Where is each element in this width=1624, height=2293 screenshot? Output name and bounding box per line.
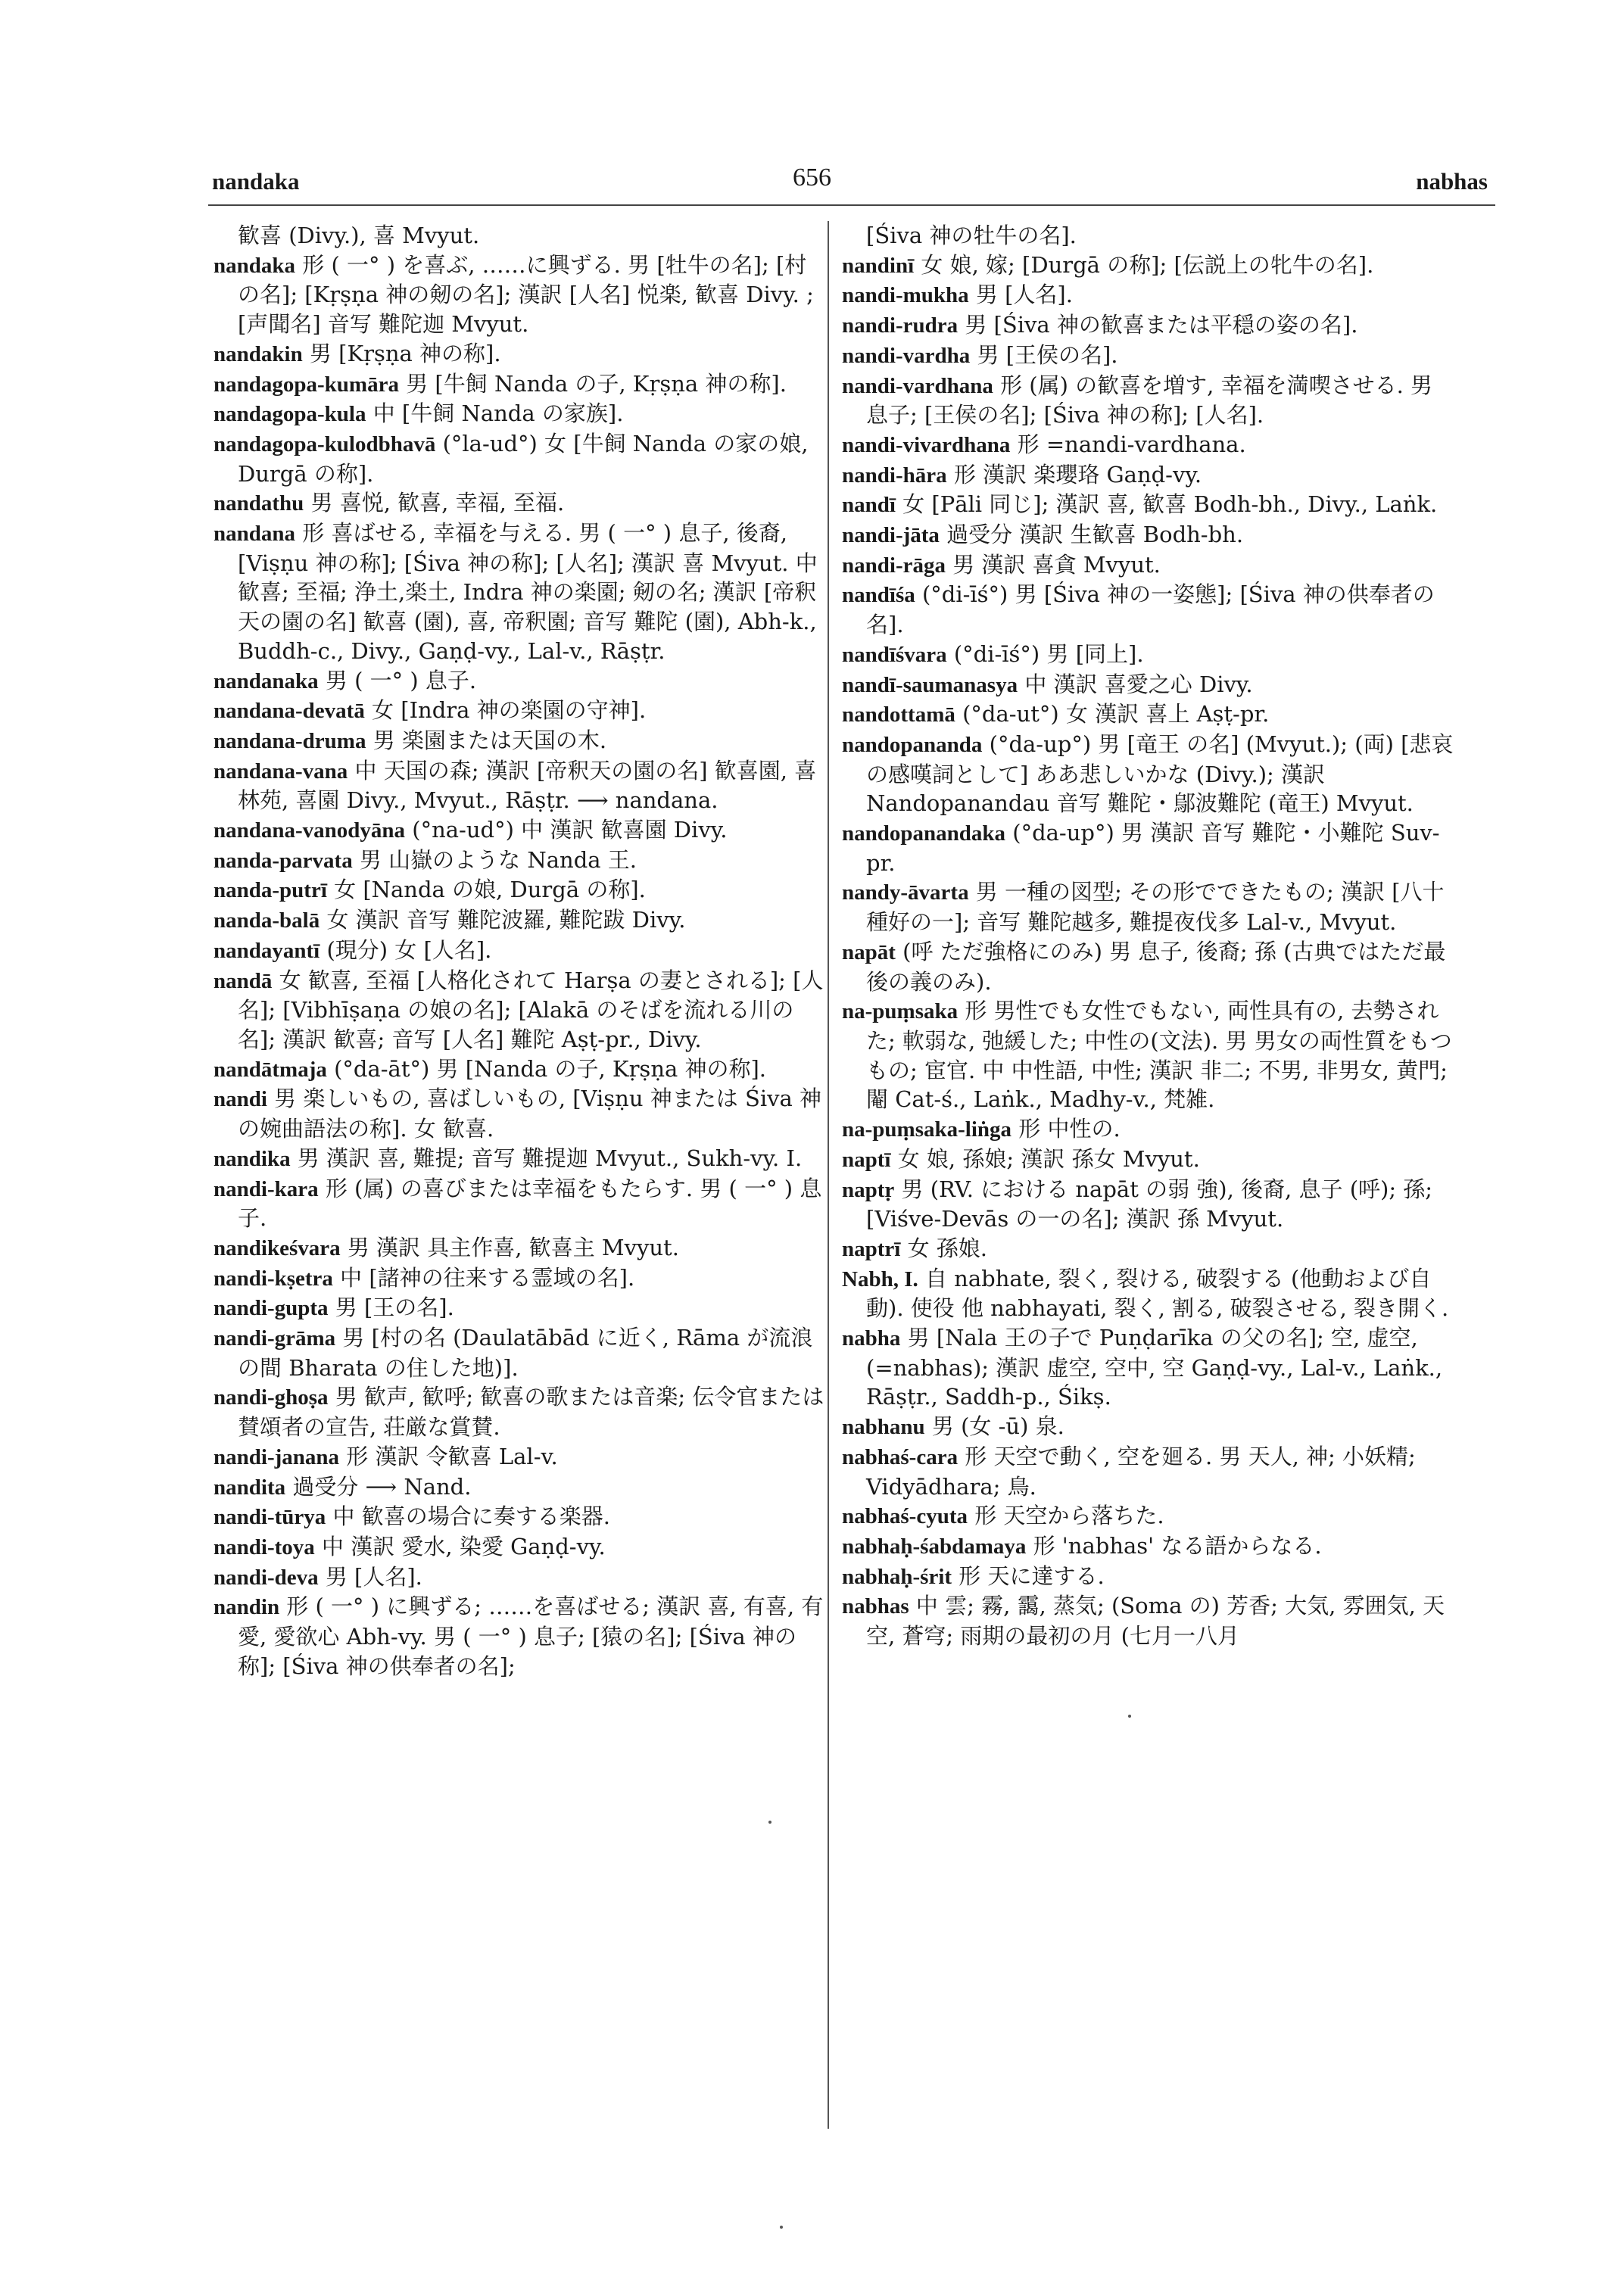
definition: (°na-ud°) 中 漢訳 歓喜園 Divy. [412, 817, 728, 843]
dictionary-entry [842, 1562, 1455, 1592]
definition: 女 娘, 孫娘; 漢訳 孫女 Mvyut. [897, 1145, 1200, 1172]
dictionary-entry [842, 1412, 1455, 1442]
headword: nandi-ghoṣa [214, 1385, 329, 1410]
headword: nandi-toya [214, 1534, 315, 1559]
headword: nandana [214, 522, 296, 547]
headword: naptṛ [842, 1177, 895, 1202]
running-head-right: nabhas [1416, 168, 1488, 195]
dictionary-entry [842, 877, 1455, 936]
definition: 中 [諸神の往来する霊域の名]. [340, 1264, 635, 1291]
definition: 男 [Nala 王の子で Puṇḍarīka の父の名]; 空, 虚空, (=nabhas); 漢訳 虚空, 空中, 空 Gaṇḍ-vy., Lal-v., Laṅk., Rāṣṭr., Saddh-p., Śikṣ. [866, 1325, 1443, 1410]
headword: nandi-deva [214, 1565, 319, 1590]
dictionary-entry [214, 875, 827, 905]
definition: 女 [Nanda の娘, Durgā の称]. [334, 877, 646, 903]
left-column [214, 221, 827, 1681]
dictionary-entry [842, 640, 1455, 670]
definition: 形 男性でも女性でもない, 両性具有の, 去勢された; 軟弱な, 弛緩した; 中性の(文法). 男 男女の両性質をもつもの; 宦官. 中 中性語, 中性; 漢訳 非二; 不男, 非男女, 黄門; 閹 Cat-ś., Laṅk., Madhy-v., 梵雑. [866, 998, 1452, 1113]
dictionary-entry [214, 905, 827, 936]
headword: nandagopa-kula [214, 402, 366, 427]
dictionary-entry [842, 1591, 1455, 1650]
dictionary-entry [214, 1084, 827, 1143]
headword: nandana-vana [214, 759, 348, 784]
definition: 男 [人名]. [325, 1563, 422, 1590]
dictionary-entry [214, 696, 827, 726]
headword: nandi-kṣetra [214, 1266, 333, 1291]
headword: nandakin [214, 341, 303, 366]
definition: 女 娘, 嫁; [Durgā の称]; [伝説上の牝牛の名]. [921, 251, 1374, 278]
headword: nandī [842, 493, 896, 518]
dictionary-entry [214, 1263, 827, 1294]
headword: nandin [214, 1595, 280, 1620]
headword: nandi-kara [214, 1176, 319, 1201]
definition: 形 漢訳 楽瓔珞 Gaṇḍ-vy. [953, 461, 1202, 488]
headword: nandottamā [842, 703, 955, 727]
headword: nabhaś-cara [842, 1444, 959, 1469]
definition: (呼 ただ強格にのみ) 男 息子, 後裔; 孫 (古典ではただ最後の義のみ). [866, 938, 1446, 995]
dictionary-entry [214, 221, 827, 251]
dictionary-entry [214, 1532, 827, 1562]
running-head-left: nandaka [212, 168, 300, 195]
dictionary-entry [842, 1114, 1455, 1145]
headword: nabhas [842, 1594, 909, 1619]
dictionary-entry [842, 221, 1455, 251]
definition: 女 [Indra 神の楽園の守神]. [372, 697, 647, 724]
headword: nandayantī [214, 938, 320, 963]
dictionary-entry [842, 1501, 1455, 1531]
dictionary-entry [214, 936, 827, 966]
headword: nabha [842, 1326, 901, 1351]
headword: napāt [842, 939, 896, 964]
headword: na-puṃsaka [842, 999, 959, 1024]
headword: naptrī [842, 1236, 901, 1261]
headword: nandagopa-kulodbhavā [214, 431, 436, 456]
dictionary-entry [214, 369, 827, 400]
headword: nabhaḥ-śrit [842, 1564, 952, 1589]
dictionary-entry [214, 666, 827, 696]
headword: nandita [214, 1475, 286, 1500]
headword: nandi-gupta [214, 1296, 329, 1321]
definition: 男 楽しいもの, 喜ばしいもの, [Viṣṇu 神または Śiva 神の婉曲語法の称]. 女 歓喜. [238, 1086, 821, 1142]
headword: nandopanandaka [842, 821, 1006, 846]
definition: 男 [王侯の名]. [977, 341, 1118, 368]
definition: (°di-īś°) 男 [Śiva 神の一姿態]; [Śiva 神の供奉者の名]. [866, 581, 1435, 638]
dictionary-entry [214, 1382, 827, 1441]
dictionary-entry [214, 1323, 827, 1382]
headword: nandi-vardha [842, 343, 971, 368]
definition: 女 孫娘. [907, 1235, 987, 1261]
headword: nandi-vivardhana [842, 432, 1011, 457]
headword: nandīśa [842, 583, 915, 608]
headword: nandi-hāra [842, 463, 947, 488]
definition: 男 漢訳 具主作喜, 歓喜主 Mvyut. [347, 1234, 679, 1260]
definition: 中 雲; 霧, 靄, 蒸気; (Soma の) 芳香; 大気, 雰囲気, 天空, 蒼穹; 雨期の最初の月 (七月一八月 [866, 1593, 1445, 1650]
definition: (°la-ud°) 女 [牛飼 Nanda の家の娘, Durgā の称]. [238, 430, 809, 487]
headword: nandaka [214, 253, 296, 278]
definition: 形 天空で動く, 空を廻る. 男 天人, 神; 小妖精; Vidyādhara; 鳥. [866, 1443, 1416, 1500]
dictionary-entry [842, 371, 1455, 430]
definition: 形 =nandi-vardhana. [1017, 431, 1246, 457]
definition: (°di-īś°) 男 [同上]. [953, 640, 1144, 667]
definition: 女 [Pāli 同じ]; 漢訳 喜, 歓喜 Bodh-bh., Divy., Laṅk. [902, 491, 1438, 518]
headword: nandātmaja [214, 1057, 327, 1082]
definition: 中 [牛飼 Nanda の家族]. [372, 400, 624, 427]
definition: 過受分 漢訳 生歓喜 Bodh-bh. [946, 522, 1244, 548]
dictionary-entry [842, 1442, 1455, 1501]
dictionary-entry [214, 966, 827, 1055]
dictionary-entry [842, 520, 1455, 550]
dictionary-entry [842, 1145, 1455, 1175]
dictionary-entry [214, 339, 827, 369]
headword: nandi-rudra [842, 313, 959, 338]
dictionary-entry [842, 1234, 1455, 1264]
definition: 女 歓喜, 至福 [人格化されて Harṣa の妻とされる]; [人名]; [Vibhīṣaṇa の娘の名]; [Alakā のそばを流れる川の名]; 漢訳 歓喜; 音写 [人名] 難陀 Aṣṭ-pr., Divy. [238, 967, 824, 1052]
dictionary-entry [214, 429, 827, 488]
dictionary-entry [214, 1442, 827, 1472]
dictionary-entry [214, 1144, 827, 1174]
definition: 形 天に達する. [959, 1562, 1105, 1589]
dictionary-entry [842, 1264, 1455, 1323]
headword: nandinī [842, 253, 915, 278]
headword: nandi-jāta [842, 523, 940, 548]
headword: nandanaka [214, 668, 319, 693]
definition: 男 [村の名 (Daulatābād に近く, Rāma が流浪の間 Bharata の住した地)]. [238, 1325, 813, 1381]
definition: 中 漢訳 喜愛之心 Divy. [1024, 671, 1253, 697]
headword: nandi-tūrya [214, 1505, 326, 1530]
definition: 男 楽園または天国の木. [372, 727, 607, 753]
headword: nabhanu [842, 1415, 925, 1440]
headword: nandagopa-kumāra [214, 372, 399, 397]
headword: nandi [214, 1087, 267, 1112]
definition: 中 漢訳 愛水, 染愛 Gaṇḍ-vy. [321, 1533, 606, 1559]
page-number: 656 [793, 164, 831, 192]
definition: 男 漢訳 喜貪 Mvyut. [952, 551, 1161, 578]
headword: nandikeśvara [214, 1235, 341, 1260]
speck [780, 2226, 783, 2229]
dictionary-entry [842, 818, 1455, 877]
headword: nandana-vanodyāna [214, 818, 406, 843]
definition: 男 ( 一° ) 息子. [325, 667, 477, 693]
headword: nanda-parvata [214, 848, 353, 873]
definition: 形 (属) の歓喜を増す, 幸福を満喫させる. 男 息子; [王侯の名]; [Śiva 神の称]; [人名]. [866, 372, 1433, 428]
definition: 形 中性の. [1018, 1116, 1121, 1142]
dictionary-entry [842, 430, 1455, 460]
definition: (°da-up°) 男 [竜王 の名] (Mvyut.); (両) [悲哀の感嘆詞として] ああ悲しいかな (Divy.); 漢訳 Nandopanandau 音写 難陀・鄔波難陀 (竜王) Mvyut. [866, 731, 1454, 817]
definition: 形 ( 一° ) に興ずる; ……を喜ばせる; 漢訳 喜, 有喜, 有愛, 愛欲心 Abh-vy. 男 ( 一° ) 息子; [猿の名]; [Śiva 神の称]; [Śiva 神の供奉者の名]; [238, 1594, 824, 1679]
dictionary-entry [842, 550, 1455, 581]
definition: 男 歓声, 歓呼; 歓喜の歌または音楽; 伝令官または賛頌者の宣告, 荘厳な賞賛. [238, 1384, 824, 1441]
definition: 女 漢訳 音写 難陀波羅, 難陀跋 Divy. [326, 907, 686, 933]
headword: nandana-druma [214, 728, 366, 753]
dictionary-entry [214, 1472, 827, 1503]
dictionary-entry [214, 1502, 827, 1532]
definition: (°da-ut°) 女 漢訳 喜上 Aṣṭ-pr. [962, 701, 1270, 727]
headword: nandika [214, 1146, 291, 1171]
definition: 男 山嶽のような Nanda 王. [359, 846, 637, 873]
dictionary-entry [842, 460, 1455, 491]
definition: 形 'nabhas' なる語からなる. [1033, 1532, 1322, 1559]
dictionary-entry [842, 490, 1455, 520]
dictionary-entry [214, 1055, 827, 1085]
definition: (現分) 女 [人名]. [326, 936, 492, 963]
dictionary-entry [214, 1592, 827, 1681]
dictionary-entry [214, 846, 827, 876]
definition: [Śiva 神の牡牛の名]. [866, 223, 1077, 248]
dictionary-entry [842, 937, 1455, 996]
definition: 男 [人名]. [975, 282, 1073, 308]
dictionary-entry [214, 519, 827, 666]
dictionary-entry [842, 251, 1455, 281]
right-column [842, 221, 1455, 1651]
dictionary-entry [842, 1531, 1455, 1562]
headword: nandi-rāga [842, 553, 946, 578]
definition: 形 天空から落ちた. [974, 1503, 1164, 1529]
definition: 男 一種の図型; その形でできたもの; 漢訳 [八十種好の一]; 音写 難陀越多, 難提夜伐多 Lal-v., Mvyut. [866, 879, 1445, 936]
definition: 形 漢訳 令歓喜 Lal-v. [346, 1443, 558, 1469]
dictionary-entry [214, 1293, 827, 1323]
headword: nandīśvara [842, 642, 947, 667]
headword: nandi-mukha [842, 283, 969, 308]
dictionary-entry [842, 730, 1455, 818]
dictionary-entry [842, 1175, 1455, 1234]
speck [1128, 1715, 1131, 1718]
definition: 男 [牛飼 Nanda の子, Kṛṣṇa 神の称]. [406, 370, 787, 397]
column-divider [828, 221, 829, 2129]
headword: nandā [214, 968, 273, 993]
definition: 男 漢訳 喜, 難提; 音写 難提迦 Mvyut., Sukh-vy. I. [297, 1145, 803, 1171]
headword: nandopananda [842, 732, 983, 757]
headword: nandathu [214, 491, 304, 516]
definition: 男 [Kṛṣṇa 神の称]. [309, 340, 501, 366]
definition: 形 喜ばせる, 幸福を与える. 男 ( 一° ) 息子, 後裔, [Viṣṇu 神の称]; [Śiva 神の称]; [人名]; 漢訳 喜 Mvyut. 中 歓喜; 至福; 浄土,楽土, Indra 神の楽園; 剱の名; 漢訳 [帝釈天の園の名] 歓喜 (園), 喜, 帝釈園; 音写 難陀 (園), Abh-k., Buddh-c., Divy., Gaṇḍ-vy., Lal-v., Rāṣṭr. [238, 520, 818, 664]
headword: nandy-āvarta [842, 880, 969, 905]
dictionary-entry [214, 488, 827, 519]
definition: 中 天国の森; 漢訳 [帝釈天の園の名] 歓喜園, 喜林苑, 喜園 Divy., Mvyut., Rāṣṭr. ⟶ nandana. [238, 757, 817, 814]
dictionary-entry [214, 1562, 827, 1593]
definition: 形 ( 一° ) を喜ぶ, ……に興ずる. 男 [牡牛の名]; [村の名]; [Kṛṣṇa 神の剱の名]; 漢訳 [人名] 悦楽, 歓喜 Divy. ; [声聞名] 音写 難陀迦 Mvyut. [238, 251, 814, 338]
headword: nabhaś-cyuta [842, 1504, 968, 1529]
dictionary-entry [214, 1233, 827, 1263]
dictionary-entry [214, 756, 827, 815]
definition: (°da-āt°) 男 [Nanda の子, Kṛṣṇa 神の称]. [334, 1055, 767, 1082]
definition: 形 (属) の喜びまたは幸福をもたらす. 男 ( 一° ) 息子. [238, 1175, 822, 1232]
definition: 男 [Śiva 神の歓喜または平穏の姿の名]. [965, 312, 1358, 338]
dictionary-entry [842, 670, 1455, 700]
dictionary-entry [842, 310, 1455, 341]
dictionary-entry [214, 815, 827, 846]
dictionary-entry [842, 341, 1455, 371]
dictionary-entry [842, 996, 1455, 1114]
dictionary-entry [842, 580, 1455, 639]
definition: 男 喜悦, 歓喜, 幸福, 至福. [310, 490, 565, 516]
headword: nabhaḥ-śabdamaya [842, 1534, 1027, 1559]
definition: 男 (女 -ū) 泉. [931, 1413, 1064, 1440]
headword: Nabh, I. [842, 1266, 918, 1291]
headword: nandi-vardhana [842, 373, 993, 398]
definition: 過受分 ⟶ Nand. [292, 1473, 472, 1500]
dictionary-entry [214, 399, 827, 429]
dictionary-entry [214, 251, 827, 339]
definition: 男 [王の名]. [335, 1294, 454, 1321]
definition: 歓喜 (Divy.), 喜 Mvyut. [238, 223, 480, 248]
headword: nandi-janana [214, 1444, 340, 1469]
headword: nanda-balā [214, 908, 320, 933]
headword: nandana-devatā [214, 699, 365, 724]
dictionary-entry [214, 1174, 827, 1233]
dictionary-entry [842, 280, 1455, 310]
definition: 男 (RV. における napāt の弱 強), 後裔, 息子 (呼); 孫; [Viśve-Devās の一の名]; 漢訳 孫 Mvyut. [866, 1176, 1433, 1232]
dictionary-entry [842, 699, 1455, 730]
definition: 中 歓喜の場合に奏する楽器. [332, 1503, 610, 1530]
definition: (°da-up°) 男 漢訳 音写 難陀・小難陀 Suv-pr. [866, 820, 1440, 876]
definition: 自 nabhate, 裂く, 裂ける, 破裂する (他動および自動). 使役 他 nabhayati, 裂く, 割る, 破裂させる, 裂き開く. [866, 1265, 1449, 1322]
headword: nandi-grāma [214, 1326, 336, 1351]
headword: naptī [842, 1147, 891, 1172]
header-rule [208, 204, 1495, 206]
headword: na-puṃsaka-liṅga [842, 1117, 1012, 1142]
dictionary-entry [842, 1323, 1455, 1412]
headword: nandī-saumanasya [842, 672, 1018, 697]
headword: nanda-putrī [214, 878, 327, 903]
speck [768, 1821, 771, 1824]
dictionary-entry [214, 726, 827, 756]
